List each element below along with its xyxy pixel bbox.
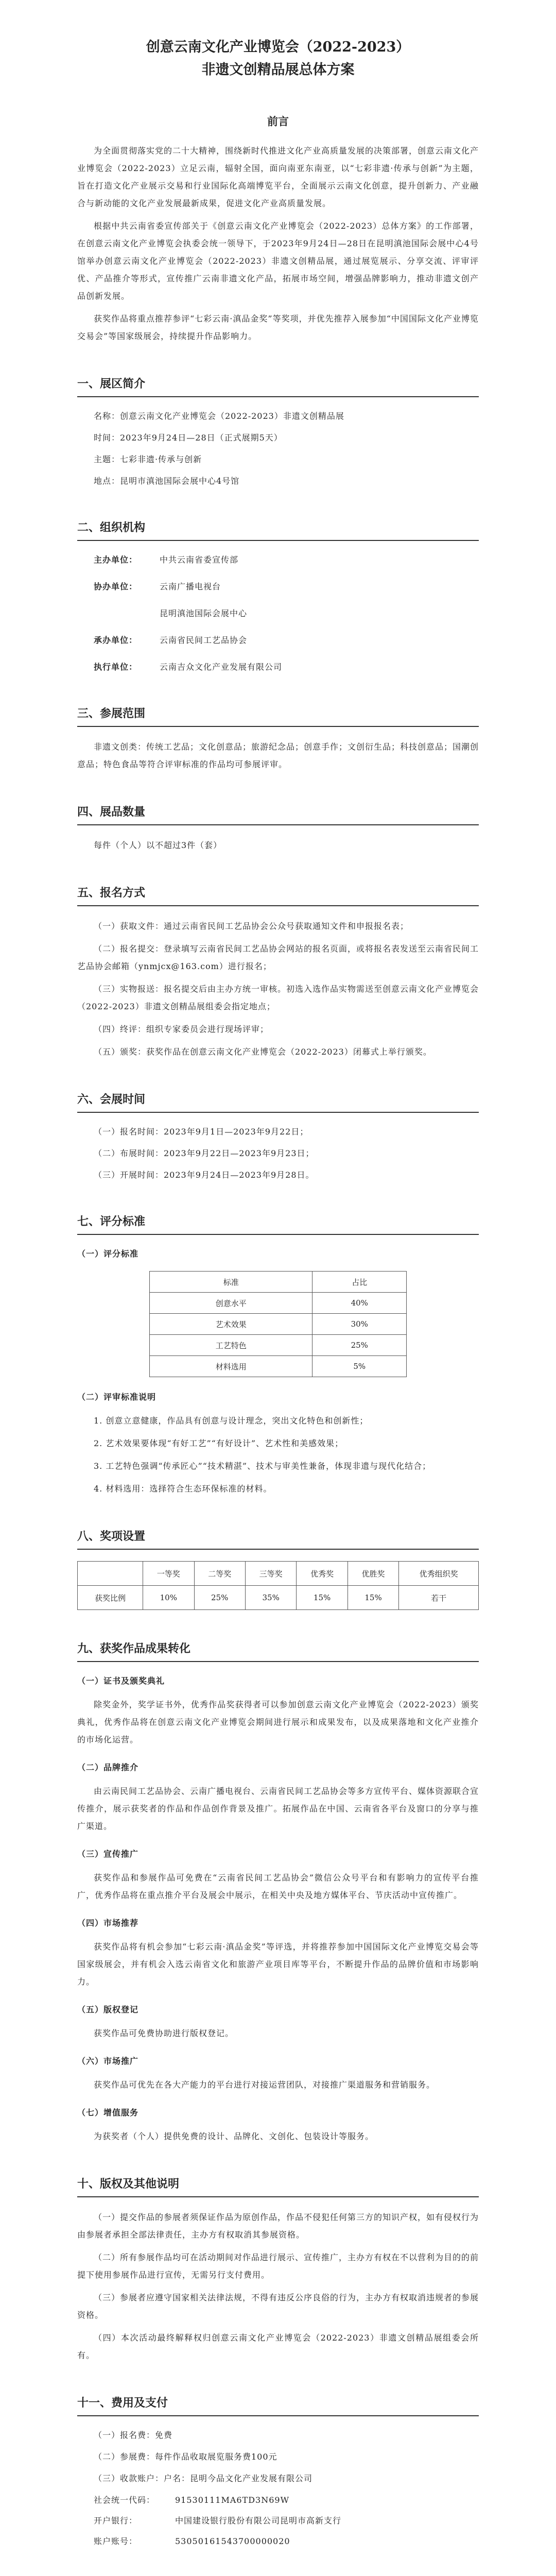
criteria-note: 2. 艺术效果要体现“有好工艺”“有好设计”、艺术性和美感效果； xyxy=(94,1438,344,1448)
bank-info-label: 社会统一代码： xyxy=(94,2495,155,2505)
table-cell: 35% xyxy=(245,1586,296,1610)
section-paragraph: 非遗文创类：传统工艺品；文化创意品；旅游纪念品；创意手作；文创衍生品；科技创意品；国潮创意品；特色食品等符合评审标准的作品均可参展评审。 xyxy=(77,742,479,769)
criteria-note: 4. 材料选用：选择符合生态环保标准的材料。 xyxy=(94,1484,272,1494)
section-paragraph: 获奖作品可优先在各大产能力的平台进行对接运营团队，对接推广渠道服务和营销服务。 xyxy=(94,2080,436,2090)
criteria-table xyxy=(149,1271,407,1377)
org-name: 云南广播电视台 xyxy=(160,582,221,591)
intro-paragraph: 获奖作品将重点推荐参评“七彩云南·滇品金奖”等奖项，并优先推荐入展参加“中国国际文化产业博览交易会”等国家级展会，持续提升作品影响力。 xyxy=(77,314,479,341)
table-cell: 5% xyxy=(312,1356,407,1377)
intro-heading: 前言 xyxy=(267,115,289,128)
fee-line: （三）收款账户：户名：昆明今品文化产业发展有限公司 xyxy=(94,2473,313,2483)
criteria-note: 3. 工艺特色强调“传承匠心”“技术精湛”、技术与审美性兼备，体现非遗与现代化结合； xyxy=(94,1461,431,1471)
bank-info-row xyxy=(77,2534,479,2549)
section-paragraph: 每件（个人）以不超过3件（套） xyxy=(94,840,222,850)
section-heading: 十一、费用及支付 xyxy=(77,2397,168,2410)
section-paragraph: （三）参展者应遵守国家相关法律法规，不得有违反公序良俗的行为，主办方有权取消违规者的参展资格。 xyxy=(77,2293,479,2320)
org-row xyxy=(77,659,479,675)
document-title xyxy=(77,36,479,81)
section-divider xyxy=(77,905,479,906)
section-paragraph: （五）颁奖：获奖作品在创意云南文化产业博览会（2022-2023）闭幕式上举行颁奖。 xyxy=(94,1047,432,1057)
title-line-1: 创意云南文化产业博览会（2022-2023） xyxy=(146,39,410,55)
table-header-row xyxy=(78,1562,479,1586)
section-paragraph: （三）实物报送：报名提交后由主办方统一审核。初选入选作品实物需送至创意云南文化产业博览会（2022-2023）非遗文创精品展组委会指定地点； xyxy=(77,984,479,1011)
section-divider xyxy=(77,1112,479,1113)
table-cell: 若干 xyxy=(399,1586,479,1610)
fee-line: （二）参展费：每件作品收取展览服务费100元 xyxy=(94,2452,277,2462)
section-divider xyxy=(77,540,479,541)
sub-heading: （一）评分标准 xyxy=(77,1249,139,1259)
section-divider xyxy=(77,2415,479,2416)
section-paragraph: （一）获取文件：通过云南省民间工艺品协会公众号获取通知文件和申报报名表； xyxy=(94,921,409,931)
section-paragraph: 为获奖者（个人）提供免费的设计、品牌化、文创化、包装设计等服务。 xyxy=(94,2131,374,2141)
section-heading: 七、评分标准 xyxy=(77,1215,146,1228)
table-cell: 15% xyxy=(297,1586,348,1610)
org-role: 协办单位： xyxy=(94,582,138,591)
section-paragraph: 获奖作品和参展作品可免费在“云南省民间工艺品协会”微信公众号平台和有影响力的宣传平台推广，优秀作品将在重点推介平台及展会中展示，在相关中央及地方媒体平台、节庆活动中宣传推广。 xyxy=(77,1873,479,1900)
org-row xyxy=(77,633,479,648)
bank-info-label: 账户账号： xyxy=(94,2536,138,2546)
sub-heading: （三）宣传推广 xyxy=(77,1849,139,1859)
table-cell: 40% xyxy=(312,1293,407,1314)
section-paragraph: （四）本次活动最终解释权归创意云南文化产业博览会（2022-2023）非遗文创精品展组委会所有。 xyxy=(77,2333,479,2360)
sub-heading: （二）评审标准说明 xyxy=(77,1392,157,1402)
section-paragraph: （二）报名提交：登录填写云南省民间工艺品协会网站的报名页面，或将报名表发送至云南省民间工艺品协会邮箱（ynmjcx@163.com）进行报名； xyxy=(77,944,479,971)
table-cell: 创意水平 xyxy=(150,1293,312,1314)
table-header-cell: 优秀奖 xyxy=(297,1562,348,1586)
table-cell: 获奖比例 xyxy=(78,1586,143,1610)
section-paragraph: （二）所有参展作品均可在活动期间对作品进行展示、宣传推广，主办方有权在不以营利为目的的前提下使用参展作品进行宣传，无需另行支付费用。 xyxy=(77,2252,479,2280)
section-divider xyxy=(77,396,479,397)
section-divider xyxy=(77,2196,479,2197)
bank-info-value: 53050161543700000020 xyxy=(175,2536,290,2546)
table-cell: 30% xyxy=(312,1314,407,1335)
table-cell: 10% xyxy=(143,1586,194,1610)
table-row xyxy=(150,1356,407,1377)
section-heading: 十、版权及其他说明 xyxy=(77,2178,180,2191)
table-header-cell: 标准 xyxy=(150,1272,312,1293)
sub-heading: （一）证书及颁奖典礼 xyxy=(77,1676,165,1686)
section-heading: 八、奖项设置 xyxy=(77,1530,146,1543)
sub-heading: （四）市场推荐 xyxy=(77,1918,139,1928)
table-cell: 工艺特色 xyxy=(150,1335,312,1356)
bank-info-value: 91530111MA6TD3N69W xyxy=(175,2495,290,2505)
table-cell: 材料选用 xyxy=(150,1356,312,1377)
table-cell: 25% xyxy=(312,1335,407,1356)
section-divider xyxy=(77,726,479,727)
table-header-cell xyxy=(78,1562,143,1586)
section-paragraph: （一）提交作品的参展者须保证作品为原创作品，作品不侵犯任何第三方的知识产权，如有侵权行为由参展者承担全部法律责任，主办方有权取消其参展资格。 xyxy=(77,2212,479,2240)
table-header-cell: 优秀组织奖 xyxy=(399,1562,479,1586)
section-heading: 六、会展时间 xyxy=(77,1093,146,1106)
table-row xyxy=(150,1335,407,1356)
sub-heading: （六）市场推广 xyxy=(77,2056,139,2066)
table-header-cell: 二等奖 xyxy=(194,1562,245,1586)
org-role: 执行单位： xyxy=(94,662,138,672)
bank-info-row xyxy=(77,2493,479,2508)
criteria-note: 1. 创意立意健康，作品具有创意与设计理念，突出文化特色和创新性； xyxy=(94,1416,369,1426)
schedule-line: （三）开展时间：2023年9月24日—2023年9月28日。 xyxy=(94,1170,315,1180)
intro-paragraph: 根据中共云南省委宣传部关于《创意云南文化产业博览会（2022-2023）总体方案》的工作部署，在创意云南文化产业博览会执委会统一领导下，于2023年9月24日—28日在昆明滇池国际会展中心4号馆举办创意云南文化产业博览会（2022-2023）非遗文创精品展，通过展览展示、分享交流、评审评优、产品推介等形式，宣传推广云南非遗文化产品，拓展市场空间，增强品牌影响力，推动非遗文创产品创新发展。 xyxy=(77,221,479,301)
table-cell: 25% xyxy=(194,1586,245,1610)
table-cell: 15% xyxy=(348,1586,398,1610)
section-divider xyxy=(77,1549,479,1550)
section-heading: 四、展品数量 xyxy=(77,806,146,819)
schedule-line: （一）报名时间：2023年9月1日—2023年9月22日； xyxy=(94,1127,309,1137)
sub-heading: （七）增值服务 xyxy=(77,2108,139,2117)
section-heading: 二、组织机构 xyxy=(77,521,146,534)
table-cell: 艺术效果 xyxy=(150,1314,312,1335)
section-divider xyxy=(77,1661,479,1662)
org-name: 云南省民间工艺品协会 xyxy=(160,635,248,645)
table-header-cell: 三等奖 xyxy=(245,1562,296,1586)
table-header-cell: 一等奖 xyxy=(143,1562,194,1586)
intro-paragraph: 为全面贯彻落实党的二十大精神，围绕新时代推进文化产业高质量发展的决策部署，创意云南文化产业博览会（2022-2023）立足云南，辐射全国，面向南亚东南亚，以“七彩非遗·传承与创新”为主题，旨在打造文化产业展示交易和行业国际化高端博览平台，全面展示云南文化创意，提升创新力、产业融合与新动能的文化产业发展最新成果，促进文化产业高质量发展。 xyxy=(77,146,479,208)
bank-info-value: 中国建设银行股份有限公司昆明市高新支行 xyxy=(175,2516,342,2526)
document xyxy=(77,36,479,2576)
org-row xyxy=(77,552,479,568)
info-line: 主题：七彩非遗·传承与创新 xyxy=(94,454,202,464)
title-line-2: 非遗文创精品展总体方案 xyxy=(201,62,355,78)
org-name: 昆明滇池国际会展中心 xyxy=(160,608,248,618)
org-role: 承办单位： xyxy=(94,635,138,645)
table-header-cell: 优胜奖 xyxy=(348,1562,398,1586)
org-name: 云南吉众文化产业发展有限公司 xyxy=(160,662,283,672)
table-row xyxy=(150,1293,407,1314)
section-paragraph: 获奖作品可免费协助进行版权登记。 xyxy=(94,2028,234,2038)
awards-table xyxy=(77,1561,479,1610)
info-line: 时间：2023年9月24日—28日（正式展期5天） xyxy=(94,433,283,443)
section-divider xyxy=(77,824,479,825)
section-divider xyxy=(77,1234,479,1235)
bank-info-row xyxy=(77,2513,479,2529)
org-name: 中共云南省委宣传部 xyxy=(160,555,239,565)
table-row xyxy=(150,1314,407,1335)
org-row xyxy=(77,579,479,621)
section-paragraph: （四）终评：组织专家委员会进行现场评审； xyxy=(94,1024,269,1034)
bank-info-label: 开户银行： xyxy=(94,2516,138,2526)
section-paragraph: 除奖金外，奖学证书外，优秀作品奖获得者可以参加创意云南文化产业博览会（2022-2023）颁奖典礼，优秀作品将在创意云南文化产业博览会期间进行展示和成果发布，以及成果落地和文化产业推介的市场化运营。 xyxy=(77,1700,479,1744)
section-heading: 三、参展范围 xyxy=(77,707,146,720)
sub-heading: （五）版权登记 xyxy=(77,2005,139,2014)
table-header-row xyxy=(150,1272,407,1293)
table-row xyxy=(78,1586,479,1610)
section-heading: 一、展区简介 xyxy=(77,378,146,391)
schedule-line: （二）布展时间：2023年9月22日—2023年9月23日； xyxy=(94,1148,315,1158)
info-line: 地点：昆明市滇池国际会展中心4号馆 xyxy=(94,476,240,486)
org-role: 主办单位： xyxy=(94,555,138,565)
section-heading: 九、获奖作品成果转化 xyxy=(77,1642,191,1655)
table-header-cell: 占比 xyxy=(312,1272,407,1293)
sub-heading: （二）品牌推介 xyxy=(77,1762,139,1772)
section-paragraph: 由云南民间工艺品协会、云南广播电视台、云南省民间工艺品协会等多方宣传平台、媒体资源联合宣传推介，展示获奖者的作品和作品创作背景及推广。拓展作品在中国、云南省各平台及窗口的分享与推广渠道。 xyxy=(77,1786,479,1831)
section-paragraph: 获奖作品将有机会参加“七彩云南·滇品金奖”等评选，并将推荐参加中国国际文化产业博览交易会等国家级展会，并有机会入选云南省文化和旅游产业项目库等平台，不断提升作品的品牌价值和市场影响力。 xyxy=(77,1942,479,1987)
fee-line: （一）报名费：免费 xyxy=(94,2430,173,2440)
info-line: 名称：创意云南文化产业博览会（2022-2023）非遗文创精品展 xyxy=(94,411,344,421)
section-heading: 五、报名方式 xyxy=(77,887,146,900)
